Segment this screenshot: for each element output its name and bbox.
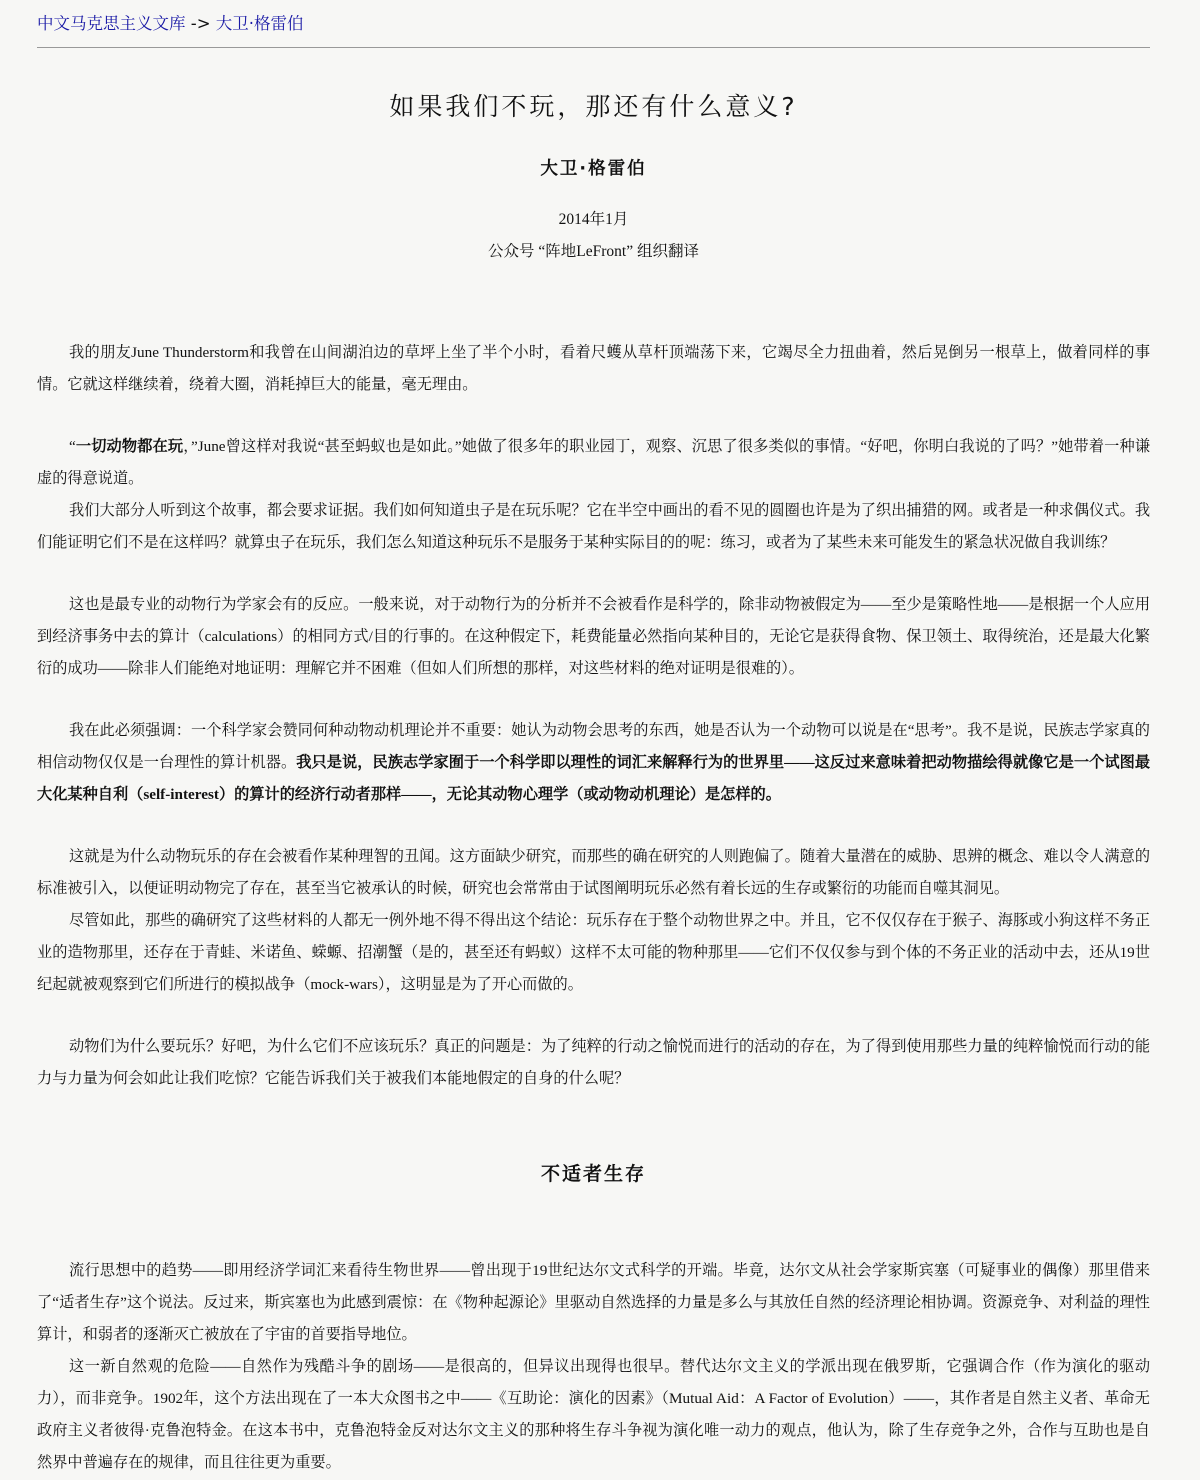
paragraph-6: 这就是为什么动物玩乐的存在会被看作某种理智的丑闻。这方面缺少研究，而那些的确在研究的人则跑偏了。随着大量潜在的威胁、思辨的概念、难以令人满意的标准被引入，以便证明动物完了存在，甚至当它被承认的时候，研究也会常常由于试图阐明玩乐必然有着长远的生存或繁衍的功能而自噬其洞见。 [37,848,1150,897]
header-divider [37,47,1150,48]
paragraph-1: 我的朋友June Thunderstorm和我曾在山间湖泊边的草坪上坐了半个小时，看着尺蠖从草杆顶端荡下来，它竭尽全力扭曲着，然后晃倒另一根草上，做着同样的事情。它就这样继续着，绕着大圈，消耗掉巨大的能量，毫无理由。 [37,344,1150,393]
paragraph-2-open-quote: “ [69,438,76,455]
article-date: 2014年1月 [558,211,629,228]
paragraph-2-emphasis: 一切动物都在玩 [75,438,184,455]
paragraph-5 [37,715,1150,811]
article-title: 如果我们不玩，那还有什么意义? [389,92,798,121]
article-body [37,337,1150,1095]
section-body [37,1255,1150,1479]
section-paragraph-2: 这一新自然观的危险——自然作为残酷斗争的剧场——是很高的，但异议出现得也很早。替代达尔文主义的学派出现在俄罗斯，它强调合作（作为演化的驱动力），而非竞争。1902年，这个方法出现在了一本大众图书之中——《互助论：演化的因素》（Mutual Aid：A Factor of Evolution）——，其作者是自然主义者、革命无政府主义者彼得·克鲁泡特金。在这本书中，克鲁泡特金反对达尔文主义的那种将生存斗争视为演化唯一动力的观点，他认为，除了生存竞争之外，合作与互助也是自然界中普遍存在的规律，而且往往更为重要。 [37,1358,1150,1471]
breadcrumb-separator: -> [185,14,216,33]
paragraph-3: 我们大部分人听到这个故事，都会要求证据。我们如何知道虫子是在玩乐呢？它在半空中画出的看不见的圆圈也许是为了织出捕猎的网。或者是一种求偶仪式。我们能证明它们不是在这样吗？就算虫子在玩乐，我们怎么知道这种玩乐不是服务于某种实际目的的呢：练习，或者为了某些未来可能发生的紧急状况做自我训练？ [37,502,1150,551]
paragraph-8: 动物们为什么要玩乐？好吧，为什么它们不应该玩乐？真正的问题是：为了纯粹的行动之愉悦而进行的活动的存在，为了得到使用那些力量的纯粹愉悦而行动的能力与力量为何会如此让我们吃惊？它能告诉我们关于被我们本能地假定的自身的什么呢？ [37,1038,1150,1087]
breadcrumb [37,0,1150,35]
article-translator: 公众号 “阵地LeFront” 组织翻译 [488,243,699,260]
section-paragraph-1: 流行思想中的趋势——即用经济学词汇来看待生物世界——曾出现于19世纪达尔文式科学的开端。毕竟，达尔文从社会学家斯宾塞（可疑事业的偶像）那里借来了“适者生存”这个说法。反过来，斯宾塞也为此感到震惊：在《物种起源论》里驱动自然选择的力量是多么与其放任自然的经济理论相协调。资源竞争、对利益的理性算计，和弱者的逐渐灭亡被放在了宇宙的首要指导地位。 [37,1262,1150,1343]
breadcrumb-home-link[interactable]: 中文马克思主义文库 [37,14,186,33]
paragraph-2-rest: ，”June曾这样对我说“甚至蚂蚁也是如此。”她做了很多年的职业园丁，观察、沉思了很多类似的事情。“好吧，你明白我说的了吗？”她带着一种谦虚的得意说道。 [37,438,1151,487]
paragraph-2 [37,431,1150,495]
paragraph-5-emphasis: 我只是说，民族志学家囿于一个科学即以理性的词汇来解释行为的世界里——这反过来意味着把动物描绘得就像它是一个试图最大化某种自利（self-interest）的算计的经济行动者那样——，无论其动物心理学（或动物动机理论）是怎样的。 [37,754,1151,803]
breadcrumb-author-link[interactable]: 大卫·格雷伯 [215,14,304,33]
paragraph-7: 尽管如此，那些的确研究了这些材料的人都无一例外地不得不得出这个结论：玩乐存在于整个动物世界之中。并且，它不仅仅存在于猴子、海豚或小狗这样不务正业的造物那里，还存在于青蛙、米诺鱼、蝾螈、招潮蟹（是的，甚至还有蚂蚁）这样不太可能的物种那里——它们不仅仅参与到个体的不务正业的活动中去，还从19世纪起就被观察到它们所进行的模拟战争（mock-wars），这明显是为了开心而做的。 [37,912,1150,993]
section-heading: 不适者生存 [540,1163,646,1185]
article-author: 大卫·格雷伯 [540,159,647,179]
paragraph-5-text: 我在此必须强调：一个科学家会赞同何种动物动机理论并不重要：她认为动物会思考的东西，她是否认为一个动物可以说是在“思考”。我不是说，民族志学家真的相信动物仅仅是一台理性的算计机器。 [37,722,1150,771]
paragraph-4: 这也是最专业的动物行为学家会有的反应。一般来说，对于动物行为的分析并不会被看作是科学的，除非动物被假定为——至少是策略性地——是根据一个人应用到经济事务中去的算计（calculations）的相同方式/目的行事的。在这种假定下，耗费能量必然指向某种目的，无论它是获得食物、保卫领土、取得统治，还是最大化繁衍的成功——除非人们能绝对地证明：理解它并不困难（但如人们所想的那样，对这些材料的绝对证明是很难的）。 [37,596,1150,677]
